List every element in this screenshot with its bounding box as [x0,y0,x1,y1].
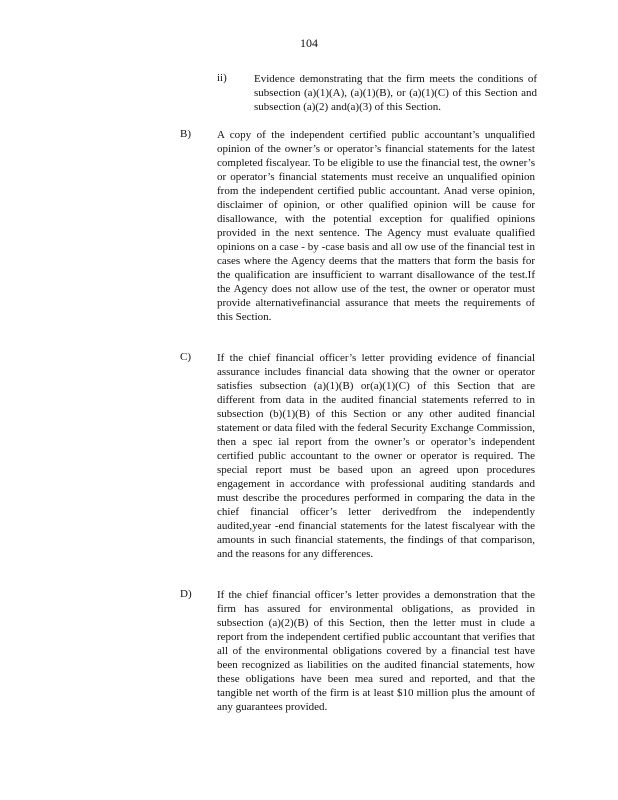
subitem-ii-text: Evidence demonstrating that the firm meets the conditions of subsection (a)(1)(A), (a)(1)(B), or (a)(1)(C) of this Section and subsection (a)(2) and(a)(3) of this Section. [254,73,537,113]
section-c-text: If the chief financial officer’s letter providing evidence of financial assurance includes financial data showing that the owner or operator satisfies subsection (a)(1)(B) or(a)(1)(C) of this Section that are different from data in the audited financial statements referred to in subsection (b)(1)(B) of this Section or any other audited financial statement or data filed with the federal Security Exchange Commission, then a spec ial report from the owner’s or operator’s independent certified public accountant to the owner or operator is required. The special report must be based upon an agreed upon procedures engagement in accordance with professional auditing standards and must describe the procedures performed in comparing the data in the chief financial officer’s letter derivedfrom the independently audited,year -end financial statements for the latest fiscalyear with the amounts in such financial statements, the findings of that comparison, and the reasons for any differences. [217,352,535,560]
section-b-label: B) [180,128,191,140]
section-d-text: If the chief financial officer’s letter provides a demonstration that the firm has assured for environmental obligations, as provided in subsection (a)(2)(B) of this Section, then the letter must in clude a report from the independent certified public accountant that verifies that all of the environmental obligations covered by a financial test have been recognized as liabilities on the audited financial statements, how these obligations have been mea sured and reported, and that the tangible net worth of the firm is at least $10 million plus the amount of any guarantees provided. [217,589,535,713]
section-b-text: A copy of the independent certified public accountant’s unqualified opinion of the owner’s or operator’s financial statements for the latest completed fiscalyear. To be eligible to use the financial test, the owner’s or operator’s financial statements must receive an unqualified opinion from the independent certified public accountant. Anad verse opinion, disclaimer of opinion, or other qualified opinion will be cause for disallowance, with the potential exception for qualified opinions provided in the next sentence. The Agency must evaluate qualified opinions on a case - by -case basis and all ow use of the financial test in cases where the Agency deems that the matters that form the basis for the qualification are insufficient to warrant disallowance of the test.If the Agency does not allow use of the test, the owner or operator must provide alternativefinancial assurance that meets the requirements of this Section. [217,129,535,323]
page-number: 104 [300,36,318,50]
subitem-ii-marker: ii) [217,72,227,84]
section-d-label: D) [180,588,192,600]
section-c-label: C) [180,351,191,363]
